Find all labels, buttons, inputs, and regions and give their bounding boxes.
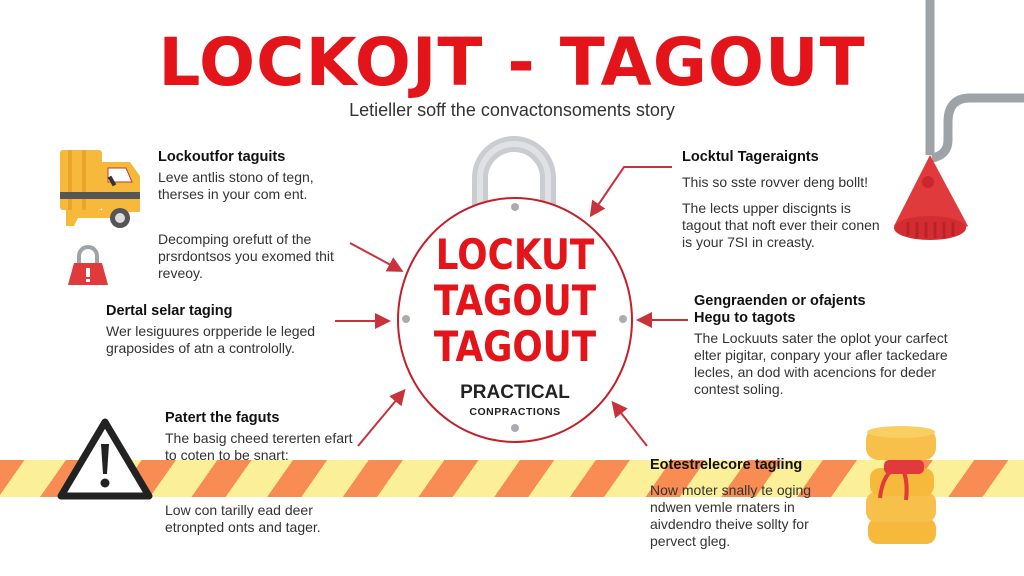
right-section-2: [694, 293, 954, 398]
left-section-1: [158, 149, 358, 203]
left-section-3: [106, 303, 356, 357]
badge-subtitle: PRACTICAL: [460, 382, 570, 403]
section-text: The basig cheed tererten efart to coten to be snart:: [165, 430, 353, 463]
right-section-1: [682, 149, 892, 251]
page-subtitle: Letieller soff the convactonsoments story: [349, 100, 675, 120]
section-text: Wer lesiguures orpperide le leged graposides of atn a contrololly.: [106, 323, 316, 356]
badge-line-3: TAGOUT: [433, 322, 597, 371]
section-heading: Patert the faguts: [165, 410, 280, 426]
section-text: Decomping orefutt of the prsrdontsos you exomed thit reveoy.: [158, 231, 334, 281]
badge-line-2: TAGOUT: [433, 276, 597, 325]
left-section-2: [158, 231, 348, 282]
badge-caption: CONPRACTIONS: [469, 406, 561, 418]
badge-line-1: LOCKUT: [435, 230, 595, 279]
section-heading: Dertal selar taging: [106, 303, 233, 319]
section-text: The lects upper discignts is tagout that noft ever their conen is your 7SI in creasty.: [682, 200, 880, 250]
right-section-3: [650, 457, 850, 550]
page-title: LOCKOJT - TAGOUT: [158, 24, 866, 101]
section-heading: Gengraenden or ofajents Hegu to tagots: [694, 293, 866, 326]
section-heading: Locktul Tageraignts: [682, 149, 819, 165]
section-text: The Lockuuts sater the oplot your carfect elter pigitar, conpary your afler tackedare lecles, an dod with acencions for deder contest soling.: [694, 330, 948, 397]
section-text: Now moter snally te oging ndwen vemle rnaters in aivdendro theive sollty for pervect gleg.: [650, 482, 812, 549]
section-heading: Eotestrelecore tagiing: [650, 457, 803, 473]
left-section-4: [165, 410, 355, 536]
section-text: Low con tarilly ead deer etronpted onts and tager.: [165, 502, 321, 535]
section-text: Leve antlis stono of tegn, therses in your com ent.: [158, 169, 314, 202]
section-text: This so sste rovver deng bollt!: [682, 174, 868, 190]
section-heading: Lockoutfor taguits: [158, 149, 286, 165]
